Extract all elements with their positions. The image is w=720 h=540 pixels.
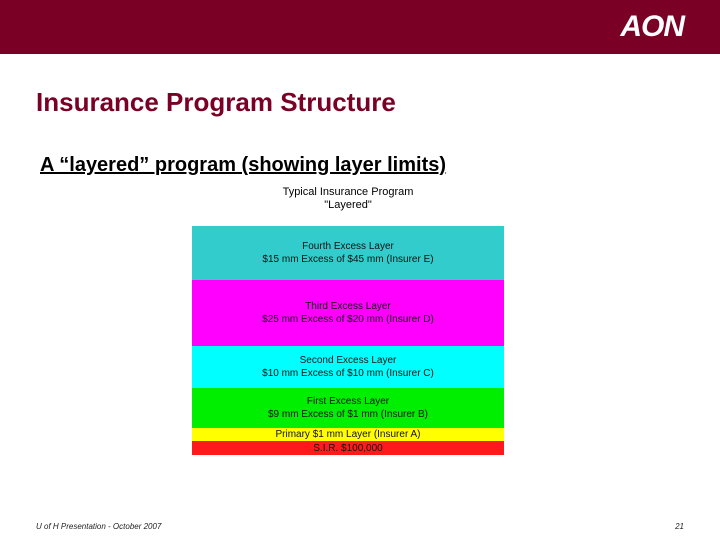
page-title: Insurance Program Structure [36, 87, 396, 117]
layer-name: Primary $1 mm Layer (Insurer A) [275, 429, 421, 440]
layer-fourth-excess [192, 226, 504, 280]
program-title-line1: Typical Insurance Program [282, 186, 414, 198]
layer-name: Third Excess Layer [305, 301, 391, 312]
program-title [192, 186, 504, 212]
layer-name: First Excess Layer [306, 396, 390, 407]
layer-third-excess [192, 280, 504, 346]
layer-sir [192, 441, 504, 455]
layer-name: Second Excess Layer [299, 355, 397, 366]
insurance-program-diagram [192, 186, 504, 456]
program-title-line2: "Layered" [324, 199, 372, 211]
page-number: 21 [675, 522, 684, 531]
layer-detail: $10 mm Excess of $10 mm (Insurer C) [262, 368, 434, 379]
layer-detail: $25 mm Excess of $20 mm (Insurer D) [262, 314, 434, 325]
layer-name: Fourth Excess Layer [302, 241, 394, 252]
aon-logo: AON [620, 10, 684, 43]
layer-name: S.I.R. $100,000 [313, 442, 383, 454]
page-subtitle: A “layered” program (showing layer limits) [40, 154, 447, 176]
layer-second-excess [192, 346, 504, 388]
layer-detail: $15 mm Excess of $45 mm (Insurer E) [262, 254, 434, 265]
footer-text: U of H Presentation - October 2007 [36, 522, 162, 531]
layer-primary [192, 428, 504, 441]
layer-first-excess [192, 388, 504, 428]
layer-detail: $9 mm Excess of $1 mm (Insurer B) [267, 409, 429, 420]
header-bar [0, 0, 720, 54]
